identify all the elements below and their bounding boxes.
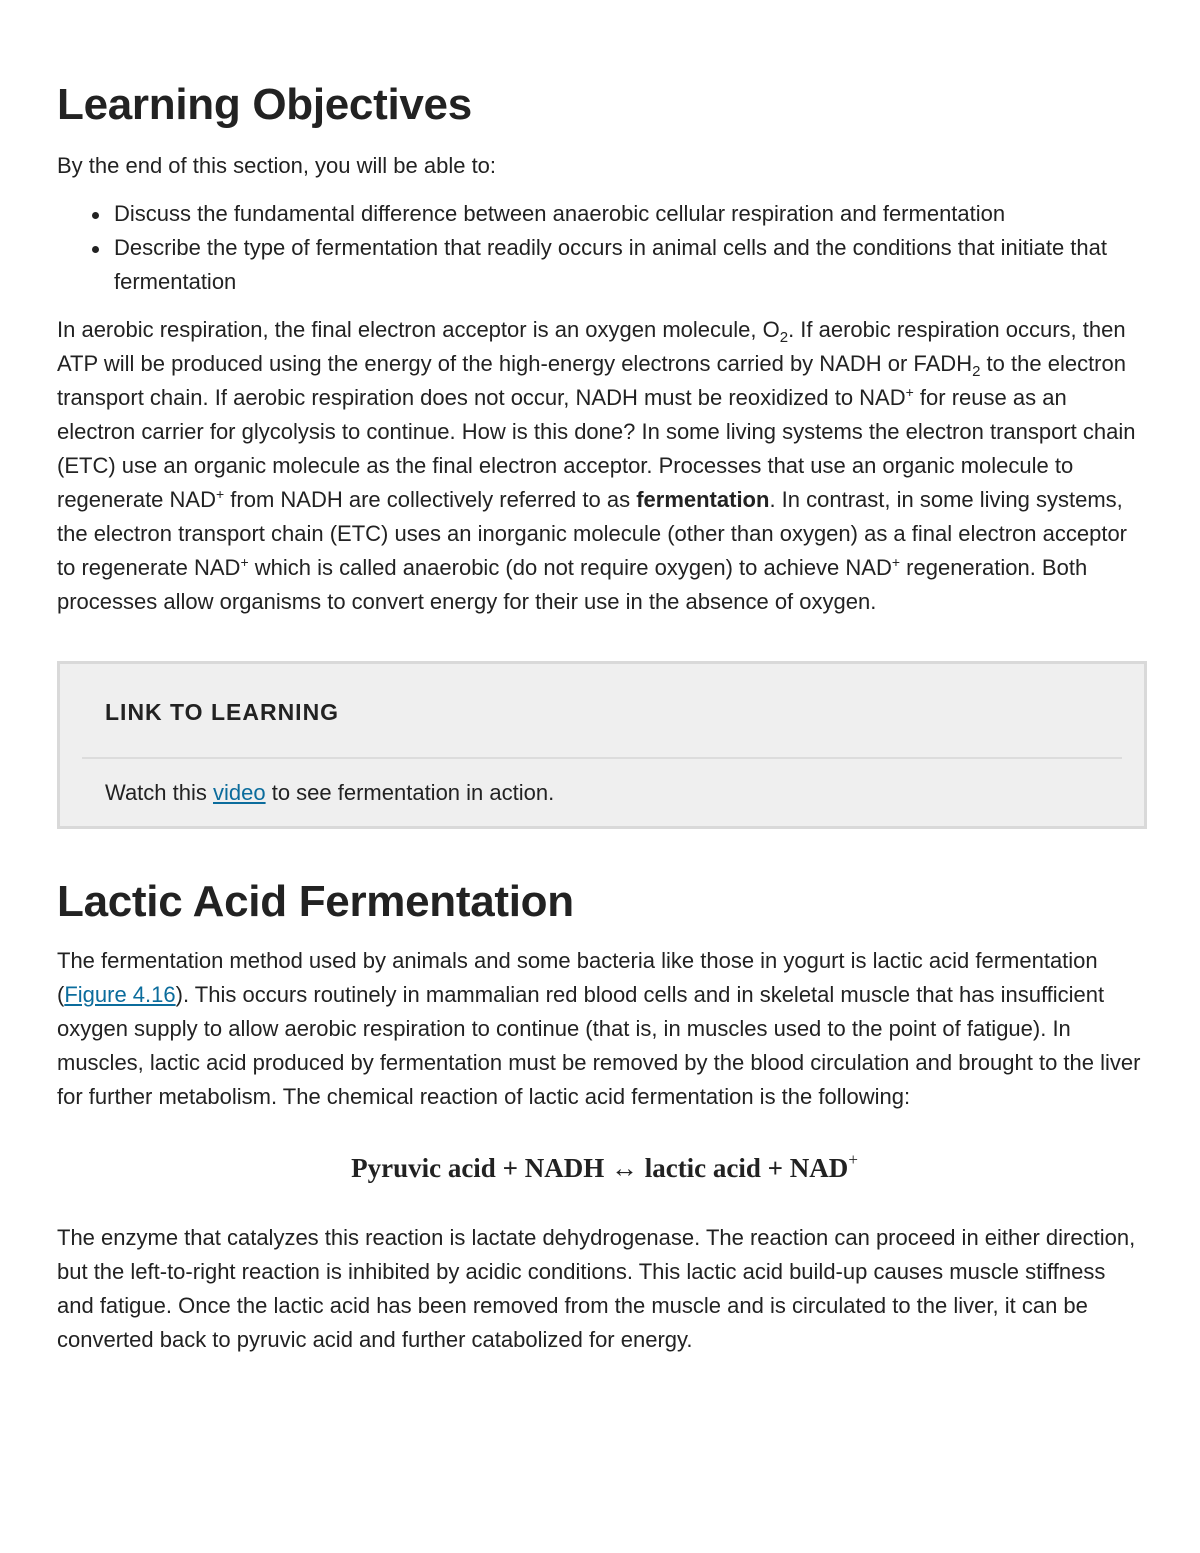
paragraph-text: from NADH are collectively referred to as xyxy=(224,487,637,512)
paragraph-text: . If aerobic respiration occurs, then ATP will be produced using the energy of the high-energy electrons carried by NADH or FADH xyxy=(57,317,1126,376)
superscript: + xyxy=(240,554,249,570)
video-link[interactable]: video xyxy=(213,780,266,805)
objectives-intro: By the end of this section, you will be able to: xyxy=(57,153,497,178)
superscript: + xyxy=(905,384,914,400)
paragraph-text: . In contrast, in some living systems, the electron transport chain (ETC) uses an inorganic molecule (other than oxygen) as a final electron acceptor to regenerate NAD xyxy=(57,487,1128,580)
chemical-equation xyxy=(57,1148,1144,1188)
paragraph-text: The fermentation method used by animals and some bacteria like those in yogurt is lactic acid fermentation ( xyxy=(57,948,1098,1007)
callout-title: LINK TO LEARNING xyxy=(105,699,340,725)
paragraph-text: which is called anaerobic (do not require oxygen) to achieve NAD xyxy=(248,555,892,580)
aerobic-respiration-paragraph xyxy=(57,313,1144,619)
link-to-learning-callout xyxy=(57,661,1147,829)
subscript: 2 xyxy=(972,363,981,380)
list-item: Describe the type of fermentation that readily occurs in animal cells and the conditions that initiate that fermentation xyxy=(114,231,1144,299)
subscript: 2 xyxy=(779,329,789,346)
callout-text: Watch this xyxy=(105,780,213,805)
fermentation-term: fermentation xyxy=(636,487,770,512)
equation-superscript: + xyxy=(848,1150,858,1169)
enzyme-paragraph: The enzyme that catalyzes this reaction is lactate dehydrogenase. The reaction can proceed in either direction, but the left-to-right reaction is inhibited by acidic conditions. This lactic acid build-up causes muscle stiffness and fatigue. Once the lactic acid has been removed from the muscle and is circulated to the liver, it can be converted back to pyruvic acid and further catabolized for energy. xyxy=(57,1225,1136,1352)
paragraph-text: to the electron transport chain. If aerobic respiration does not occur, NADH must be reoxidized to NAD xyxy=(57,351,1126,410)
lactic-acid-paragraph xyxy=(57,944,1144,1114)
paragraph-text: ). This occurs routinely in mammalian red blood cells and in skeletal muscle that has insufficient oxygen supply to allow aerobic respiration to continue (that is, in muscles used to the point of fatigue). In muscles, lactic acid produced by fermentation must be removed by the blood circulation and brought to the liver for further metabolism. The chemical reaction of lactic acid fermentation is the following: xyxy=(57,982,1141,1109)
callout-text: to see fermentation in action. xyxy=(265,780,555,805)
lactic-acid-heading: Lactic Acid Fermentation xyxy=(57,877,574,926)
figure-link[interactable]: Figure 4.16 xyxy=(64,982,176,1007)
equation-text: Pyruvic acid + NADH ↔ lactic acid + NAD xyxy=(351,1153,849,1183)
callout-body xyxy=(60,759,1144,810)
paragraph-text: for reuse as an electron carrier for glycolysis to continue. How is this done? In some living systems the electron transport chain (ETC) use an organic molecule as the final electron acceptor. Processes that use an organic molecule to regenerate NAD xyxy=(57,385,1136,512)
list-item: Discuss the fundamental difference between anaerobic cellular respiration and fermentation xyxy=(114,197,1144,231)
learning-objectives-heading: Learning Objectives xyxy=(57,80,472,129)
objectives-list xyxy=(57,197,1144,299)
superscript: + xyxy=(891,554,901,570)
superscript: + xyxy=(215,486,225,502)
paragraph-text: In aerobic respiration, the final electron acceptor is an oxygen molecule, O xyxy=(57,317,780,342)
paragraph-text: regeneration. Both processes allow organisms to convert energy for their use in the absence of oxygen. xyxy=(57,555,1088,614)
